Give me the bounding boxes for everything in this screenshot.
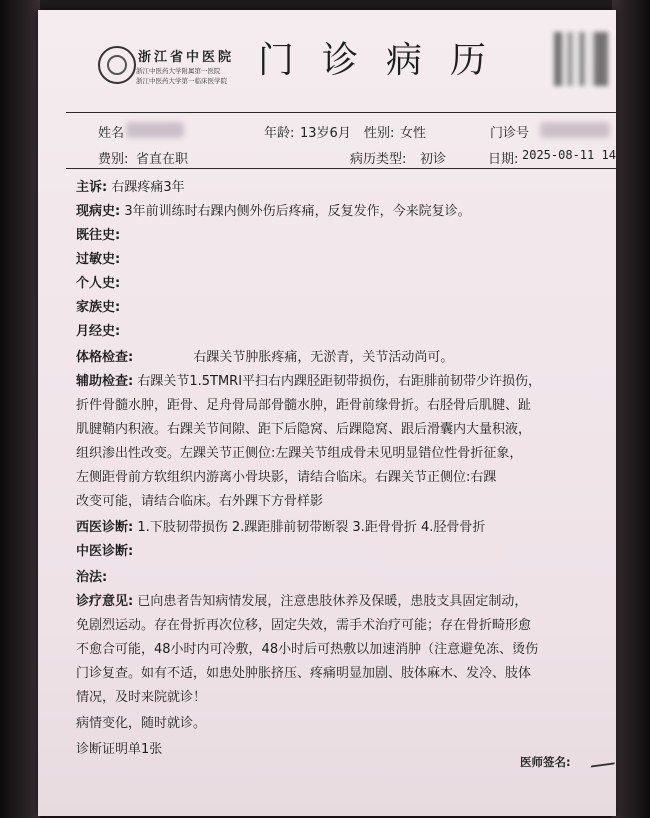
aux-exam-line-3: 肌腱鞘内积液。右踝关节间隙、距下后隐窝、后踝隐窝、跟后滑囊内大量积液， — [76, 422, 532, 437]
header-divider — [66, 112, 616, 113]
phone-bezel-right — [612, 0, 650, 818]
sex-label: 性别: — [364, 126, 395, 141]
menstrual-history — [76, 320, 120, 339]
past-history — [76, 224, 120, 243]
clinic-no-label: 门诊号 — [490, 126, 530, 141]
age-label: 年龄: — [264, 126, 295, 141]
record-type-value: 初诊 — [420, 152, 447, 167]
name-redacted — [126, 122, 184, 138]
advice-line-5: 情况，及时来院就诊！ — [76, 690, 207, 705]
sex-value: 女性 — [400, 126, 427, 141]
advice-line-2: 免剧烈运动。存在骨折再次位移，固定失效，需手术治疗可能；存在骨折畸形愈 — [76, 618, 532, 633]
hospital-subtitle-1: 浙江中医药大学附属第一医院 — [136, 67, 221, 75]
hospital-logo-icon — [98, 46, 136, 84]
aux-exam-line-1 — [76, 370, 541, 389]
allergy-history — [76, 248, 120, 267]
hospital-name: 浙江省中医院 — [138, 50, 235, 65]
family-history — [76, 296, 120, 315]
phone-bezel-left — [0, 0, 40, 818]
chief-complaint — [76, 176, 185, 195]
treatment-label: 治法: — [76, 570, 108, 585]
change-note: 病情变化，随时就诊。 — [76, 716, 207, 731]
western-text: 1.下肢韧带损伤 2.踝距腓前韧带断裂 3.距骨骨折 4.胫骨骨折 — [137, 520, 486, 535]
record-title: 门诊病历 — [258, 40, 515, 81]
aux-exam-line-5: 左侧距骨前方软组织内游离小骨块影，请结合临床。右踝关节正侧位:右踝 — [76, 470, 497, 485]
info-divider — [66, 168, 616, 169]
complaint-text: 右踝疼痛3年 — [111, 180, 185, 195]
advice-label: 诊疗意见: — [76, 594, 134, 609]
personal-label: 个人史: — [76, 276, 121, 291]
advice-line-4: 门诊复查。如有不适，如患处肿胀挤压、疼痛明显加剧、肢体麻木、发冷、肢体 — [76, 666, 532, 681]
exam-label: 体格检查: — [76, 350, 134, 365]
fee-value: 省直在职 — [136, 152, 189, 167]
present-label: 现病史: — [76, 204, 121, 219]
clinic-no-redacted — [540, 122, 610, 138]
hospital-subtitle-2: 浙江中医药大学第一临床医学院 — [136, 77, 227, 85]
tcm-label: 中医诊断: — [76, 544, 134, 559]
exam-text: 右踝关节肿胀疼痛，无淤青，关节活动尚可。 — [193, 350, 454, 365]
aux-exam-line-6: 改变可能，请结合临床。右外踝下方骨样影 — [76, 494, 324, 509]
certificate-note: 诊断证明单1张 — [76, 742, 163, 757]
aux-exam-line-4: 组织渗出性改变。左踝关节正侧位:左踝关节组成骨未见明显错位性骨折征象， — [76, 446, 523, 461]
western-diagnosis — [76, 516, 485, 535]
advice-text-1: 已向患者告知病情发展，注意患肢休养及保暖，患肢支具固定制动， — [137, 594, 528, 609]
family-label: 家族史: — [76, 300, 121, 315]
signature-mark — [591, 753, 616, 768]
western-label: 西医诊断: — [76, 520, 134, 535]
aux-exam-line-2: 折件骨髓水肿，距骨、足舟骨局部骨髓水肿，距骨前缘骨折。右胫骨后肌腱、趾 — [76, 398, 532, 413]
physical-exam — [76, 346, 453, 365]
aux-text-1: 右踝关节1.5TMRI平扫右内踝胫距韧带损伤，右距腓前韧带少许损伤， — [137, 374, 542, 389]
present-text: 3年前训练时右踝内侧外伤后疼痛，反复发作，今来院复诊。 — [124, 204, 471, 219]
name-label: 姓名 — [98, 126, 125, 141]
present-history — [76, 200, 471, 219]
treatment — [76, 566, 107, 585]
tcm-diagnosis — [76, 540, 133, 559]
advice-line-3: 不愈合可能，48小时内可冷敷，48小时后可热敷以加速消肿（注意避免冻、烫伤 — [76, 642, 539, 657]
allergy-label: 过敏史: — [76, 252, 121, 267]
date-label: 日期: — [488, 152, 519, 167]
qr-code-icon — [554, 32, 608, 86]
aux-label: 辅助检查: — [76, 374, 134, 389]
personal-history — [76, 272, 120, 291]
advice-line-1 — [76, 590, 527, 609]
date-value: 2025-08-11 14 — [522, 148, 616, 162]
medical-record-sheet — [38, 10, 616, 816]
record-type-label: 病历类型: — [350, 152, 407, 167]
complaint-label: 主诉: — [76, 180, 108, 195]
doctor-sign-label: 医师签名: — [520, 755, 571, 769]
menstrual-label: 月经史: — [76, 324, 121, 339]
fee-label: 费别: — [98, 152, 129, 167]
past-label: 既往史: — [76, 228, 121, 243]
age-value: 13岁6月 — [300, 126, 351, 141]
